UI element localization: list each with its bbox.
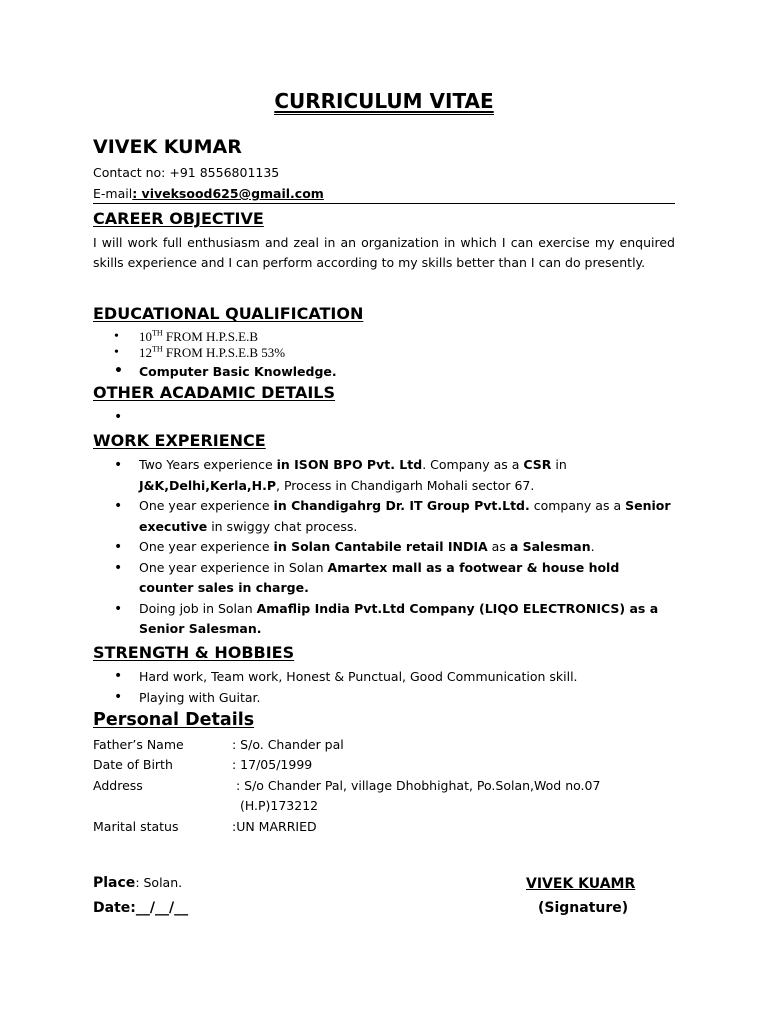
place-line xyxy=(93,875,182,891)
email-line xyxy=(93,184,324,204)
list-item: • Playing with Guitar. xyxy=(114,687,674,708)
contact-number: +91 8556801135 xyxy=(169,165,280,180)
other-academic-list xyxy=(114,407,674,427)
signature-name: VIVEK KUAMR xyxy=(526,876,636,892)
list-item: • 10TH FROM H.P.S.E.B xyxy=(114,329,674,345)
list-item: • One year experience in Solan Amartex mall as a footwear & house hold counter sales in charge. xyxy=(114,558,674,599)
date-line xyxy=(93,900,188,916)
list-item: • One year experience in Solan Cantabile retail INDIA as a Salesman. xyxy=(114,537,674,558)
header-divider xyxy=(93,203,675,204)
strength-list xyxy=(114,666,674,708)
contact-label: Contact no: xyxy=(93,165,170,180)
address-line-2: (H.P)173212 xyxy=(232,798,319,813)
father-name-value: : S/o. Chander pal xyxy=(232,737,344,752)
education-heading: EDUCATIONAL QUALIFICATION xyxy=(93,304,364,323)
dob-value: : 17/05/1999 xyxy=(232,757,313,772)
work-experience-heading: WORK EXPERIENCE xyxy=(93,431,266,450)
work-experience-list xyxy=(114,455,674,640)
document-title: CURRICULUM VITAE xyxy=(274,89,494,113)
father-name-label: Father’s Name xyxy=(93,737,184,752)
strength-hobbies-heading: STRENGTH & HOBBIES xyxy=(93,643,295,662)
place-value: : Solan. xyxy=(135,875,183,890)
list-item: • Hard work, Team work, Honest & Punctual, Good Communication skill. xyxy=(114,666,674,687)
address-line-1: : S/o Chander Pal, village Dhobhighat, Po.Solan,Wod no.07 xyxy=(232,778,601,793)
contact-line xyxy=(93,163,279,183)
personal-details-heading: Personal Details xyxy=(93,710,255,730)
list-item: • 12TH FROM H.P.S.E.B 53% xyxy=(114,345,674,361)
email-label: E-mail xyxy=(93,186,133,201)
marital-status-label: Marital status xyxy=(93,819,179,834)
list-item: • Computer Basic Knowledge. xyxy=(114,362,674,381)
list-item: • Doing job in Solan Amaflip India Pvt.Ltd Company (LIQO ELECTRONICS) as a Senior Salesman. xyxy=(114,599,674,640)
dob-label: Date of Birth xyxy=(93,757,173,772)
marital-status-value: :UN MARRIED xyxy=(232,819,317,834)
other-academic-heading: OTHER ACADAMIC DETAILS xyxy=(93,383,336,402)
place-label: Place xyxy=(93,875,136,891)
list-item: • Two Years experience in ISON BPO Pvt. Ltd. Company as a CSR in J&K,Delhi,Kerla,H.P, Process in Chandigarh Mohali sector 67. xyxy=(114,455,674,496)
list-item: • One year experience in Chandigahrg Dr. IT Group Pvt.Ltd. company as a Senior executive in swiggy chat process. xyxy=(114,496,674,537)
address-label: Address xyxy=(93,778,143,793)
career-objective-text: I will work full enthusiasm and zeal in an organization in which I can exercise my enquired skills experience and I can perform according to my skills better than I can do presently. xyxy=(93,235,675,270)
email-address[interactable]: : viveksood625@gmail.com xyxy=(132,186,324,201)
career-objective-heading: CAREER OBJECTIVE xyxy=(93,209,264,228)
date-field: Date:__/__/__ xyxy=(93,900,189,916)
signature-label: (Signature) xyxy=(538,900,629,916)
education-list xyxy=(114,329,674,381)
candidate-name: VIVEK KUMAR xyxy=(93,136,242,158)
list-item xyxy=(114,407,674,427)
